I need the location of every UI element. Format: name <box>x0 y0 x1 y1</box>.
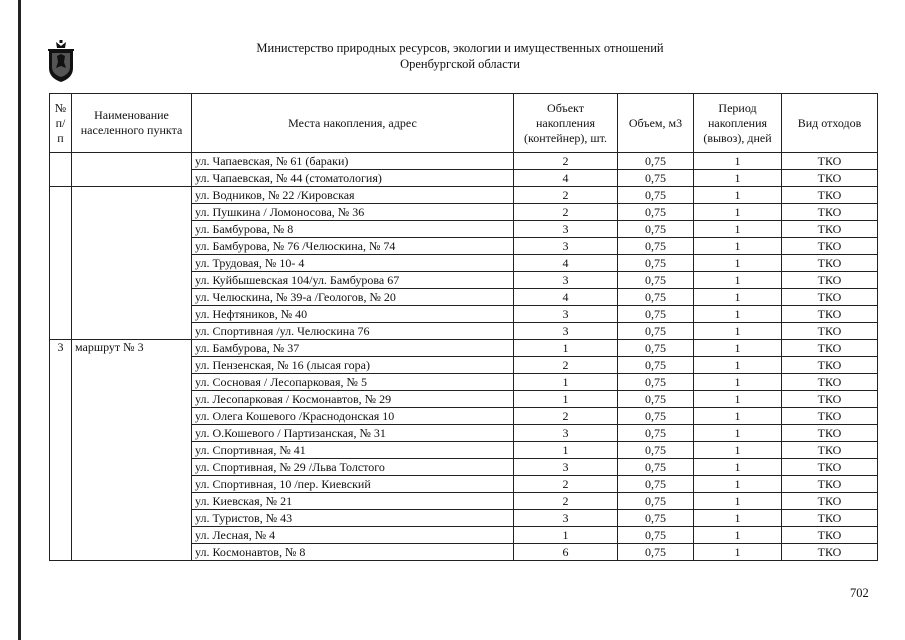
cell-volume: 0,75 <box>618 255 694 272</box>
header-period: Период накопления (вывоз), дней <box>694 94 782 153</box>
header-containers: Объект накопления (контейнер), шт. <box>514 94 618 153</box>
cell-period: 1 <box>694 459 782 476</box>
cell-volume: 0,75 <box>618 510 694 527</box>
cell-waste-type: ТКО <box>782 238 878 255</box>
cell-period: 1 <box>694 544 782 561</box>
cell-address: ул. Бамбурова, № 8 <box>192 221 514 238</box>
cell-volume: 0,75 <box>618 527 694 544</box>
cell-volume: 0,75 <box>618 544 694 561</box>
cell-waste-type: ТКО <box>782 425 878 442</box>
cell-waste-type: ТКО <box>782 493 878 510</box>
cell-address: ул. Сосновая / Лесопарковая, № 5 <box>192 374 514 391</box>
cell-volume: 0,75 <box>618 272 694 289</box>
cell-waste-type: ТКО <box>782 357 878 374</box>
cell-period: 1 <box>694 374 782 391</box>
cell-volume: 0,75 <box>618 408 694 425</box>
waste-collection-table <box>49 93 878 561</box>
cell-settlement: маршрут № 3 <box>72 340 192 561</box>
cell-address: ул. Бамбурова, № 37 <box>192 340 514 357</box>
cell-containers: 4 <box>514 255 618 272</box>
cell-period: 1 <box>694 306 782 323</box>
header-line-2: Оренбургской области <box>400 57 520 71</box>
cell-volume: 0,75 <box>618 238 694 255</box>
cell-containers: 3 <box>514 221 618 238</box>
cell-volume: 0,75 <box>618 221 694 238</box>
cell-address: ул. Олега Кошевого /Краснодонская 10 <box>192 408 514 425</box>
cell-containers: 1 <box>514 527 618 544</box>
cell-address: ул. Спортивная, № 41 <box>192 442 514 459</box>
cell-containers: 3 <box>514 510 618 527</box>
cell-waste-type: ТКО <box>782 153 878 170</box>
cell-num: 3 <box>50 340 72 561</box>
cell-waste-type: ТКО <box>782 204 878 221</box>
cell-waste-type: ТКО <box>782 527 878 544</box>
cell-period: 1 <box>694 357 782 374</box>
cell-address: ул. О.Кошевого / Партизанская, № 31 <box>192 425 514 442</box>
cell-volume: 0,75 <box>618 459 694 476</box>
cell-period: 1 <box>694 289 782 306</box>
table-body <box>50 153 878 561</box>
cell-period: 1 <box>694 408 782 425</box>
header-address: Места накопления, адрес <box>192 94 514 153</box>
cell-period: 1 <box>694 204 782 221</box>
cell-settlement <box>72 153 192 187</box>
cell-address: ул. Пензенская, № 16 (лысая гора) <box>192 357 514 374</box>
page-number: 702 <box>850 586 869 600</box>
cell-address: ул. Водников, № 22 /Кировская <box>192 187 514 204</box>
cell-containers: 2 <box>514 357 618 374</box>
cell-waste-type: ТКО <box>782 187 878 204</box>
cell-period: 1 <box>694 323 782 340</box>
header-num: № п/п <box>50 94 72 153</box>
header-volume: Объем, м3 <box>618 94 694 153</box>
cell-containers: 6 <box>514 544 618 561</box>
cell-volume: 0,75 <box>618 391 694 408</box>
cell-volume: 0,75 <box>618 187 694 204</box>
cell-containers: 4 <box>514 289 618 306</box>
cell-volume: 0,75 <box>618 170 694 187</box>
cell-period: 1 <box>694 340 782 357</box>
cell-period: 1 <box>694 272 782 289</box>
cell-containers: 2 <box>514 476 618 493</box>
table-row <box>50 340 878 357</box>
cell-waste-type: ТКО <box>782 476 878 493</box>
cell-volume: 0,75 <box>618 357 694 374</box>
cell-volume: 0,75 <box>618 493 694 510</box>
cell-containers: 1 <box>514 391 618 408</box>
header-waste-type: Вид отходов <box>782 94 878 153</box>
cell-period: 1 <box>694 425 782 442</box>
cell-period: 1 <box>694 221 782 238</box>
cell-volume: 0,75 <box>618 153 694 170</box>
cell-address: ул. Лесная, № 4 <box>192 527 514 544</box>
cell-waste-type: ТКО <box>782 255 878 272</box>
scan-edge-line <box>18 0 21 640</box>
header-settlement: Наименование населенного пункта <box>72 94 192 153</box>
cell-waste-type: ТКО <box>782 391 878 408</box>
cell-volume: 0,75 <box>618 425 694 442</box>
cell-containers: 4 <box>514 170 618 187</box>
cell-waste-type: ТКО <box>782 340 878 357</box>
cell-containers: 1 <box>514 442 618 459</box>
table-header-row <box>50 94 878 153</box>
cell-address: ул. Трудовая, № 10- 4 <box>192 255 514 272</box>
cell-address: ул. Нефтяников, № 40 <box>192 306 514 323</box>
cell-period: 1 <box>694 153 782 170</box>
cell-waste-type: ТКО <box>782 442 878 459</box>
table-row <box>50 187 878 204</box>
cell-num <box>50 153 72 187</box>
cell-period: 1 <box>694 476 782 493</box>
cell-period: 1 <box>694 170 782 187</box>
cell-address: ул. Челюскина, № 39-а /Геологов, № 20 <box>192 289 514 306</box>
cell-period: 1 <box>694 238 782 255</box>
cell-address: ул. Чапаевская, № 61 (бараки) <box>192 153 514 170</box>
cell-containers: 2 <box>514 187 618 204</box>
cell-waste-type: ТКО <box>782 289 878 306</box>
cell-address: ул. Чапаевская, № 44 (стоматология) <box>192 170 514 187</box>
cell-address: ул. Пушкина / Ломоносова, № 36 <box>192 204 514 221</box>
cell-volume: 0,75 <box>618 289 694 306</box>
cell-volume: 0,75 <box>618 340 694 357</box>
cell-address: ул. Киевская, № 21 <box>192 493 514 510</box>
cell-volume: 0,75 <box>618 306 694 323</box>
cell-period: 1 <box>694 255 782 272</box>
cell-period: 1 <box>694 510 782 527</box>
cell-address: ул. Спортивная /ул. Челюскина 76 <box>192 323 514 340</box>
cell-period: 1 <box>694 527 782 544</box>
table-row <box>50 153 878 170</box>
cell-containers: 3 <box>514 459 618 476</box>
cell-volume: 0,75 <box>618 374 694 391</box>
cell-containers: 1 <box>514 340 618 357</box>
cell-containers: 3 <box>514 425 618 442</box>
cell-containers: 3 <box>514 306 618 323</box>
cell-address: ул. Спортивная, № 29 /Льва Толстого <box>192 459 514 476</box>
cell-address: ул. Лесопарковая / Космонавтов, № 29 <box>192 391 514 408</box>
cell-num <box>50 187 72 340</box>
cell-volume: 0,75 <box>618 323 694 340</box>
cell-containers: 2 <box>514 408 618 425</box>
cell-waste-type: ТКО <box>782 272 878 289</box>
cell-address: ул. Туристов, № 43 <box>192 510 514 527</box>
cell-period: 1 <box>694 187 782 204</box>
cell-period: 1 <box>694 493 782 510</box>
cell-period: 1 <box>694 442 782 459</box>
header-line-1: Министерство природных ресурсов, экологии и имущественных отношений <box>256 41 664 55</box>
cell-volume: 0,75 <box>618 204 694 221</box>
cell-containers: 2 <box>514 493 618 510</box>
cell-containers: 2 <box>514 204 618 221</box>
cell-containers: 3 <box>514 272 618 289</box>
ministry-header <box>200 40 720 72</box>
cell-waste-type: ТКО <box>782 306 878 323</box>
cell-waste-type: ТКО <box>782 170 878 187</box>
cell-address: ул. Куйбышевская 104/ул. Бамбурова 67 <box>192 272 514 289</box>
cell-volume: 0,75 <box>618 442 694 459</box>
cell-waste-type: ТКО <box>782 510 878 527</box>
cell-containers: 3 <box>514 323 618 340</box>
cell-settlement <box>72 187 192 340</box>
cell-waste-type: ТКО <box>782 323 878 340</box>
cell-waste-type: ТКО <box>782 408 878 425</box>
cell-address: ул. Бамбурова, № 76 /Челюскина, № 74 <box>192 238 514 255</box>
cell-waste-type: ТКО <box>782 374 878 391</box>
coat-of-arms-icon <box>48 40 74 82</box>
cell-period: 1 <box>694 391 782 408</box>
cell-waste-type: ТКО <box>782 459 878 476</box>
cell-waste-type: ТКО <box>782 221 878 238</box>
cell-address: ул. Спортивная, 10 /пер. Киевский <box>192 476 514 493</box>
cell-waste-type: ТКО <box>782 544 878 561</box>
cell-containers: 2 <box>514 153 618 170</box>
cell-address: ул. Космонавтов, № 8 <box>192 544 514 561</box>
cell-volume: 0,75 <box>618 476 694 493</box>
cell-containers: 1 <box>514 374 618 391</box>
cell-containers: 3 <box>514 238 618 255</box>
